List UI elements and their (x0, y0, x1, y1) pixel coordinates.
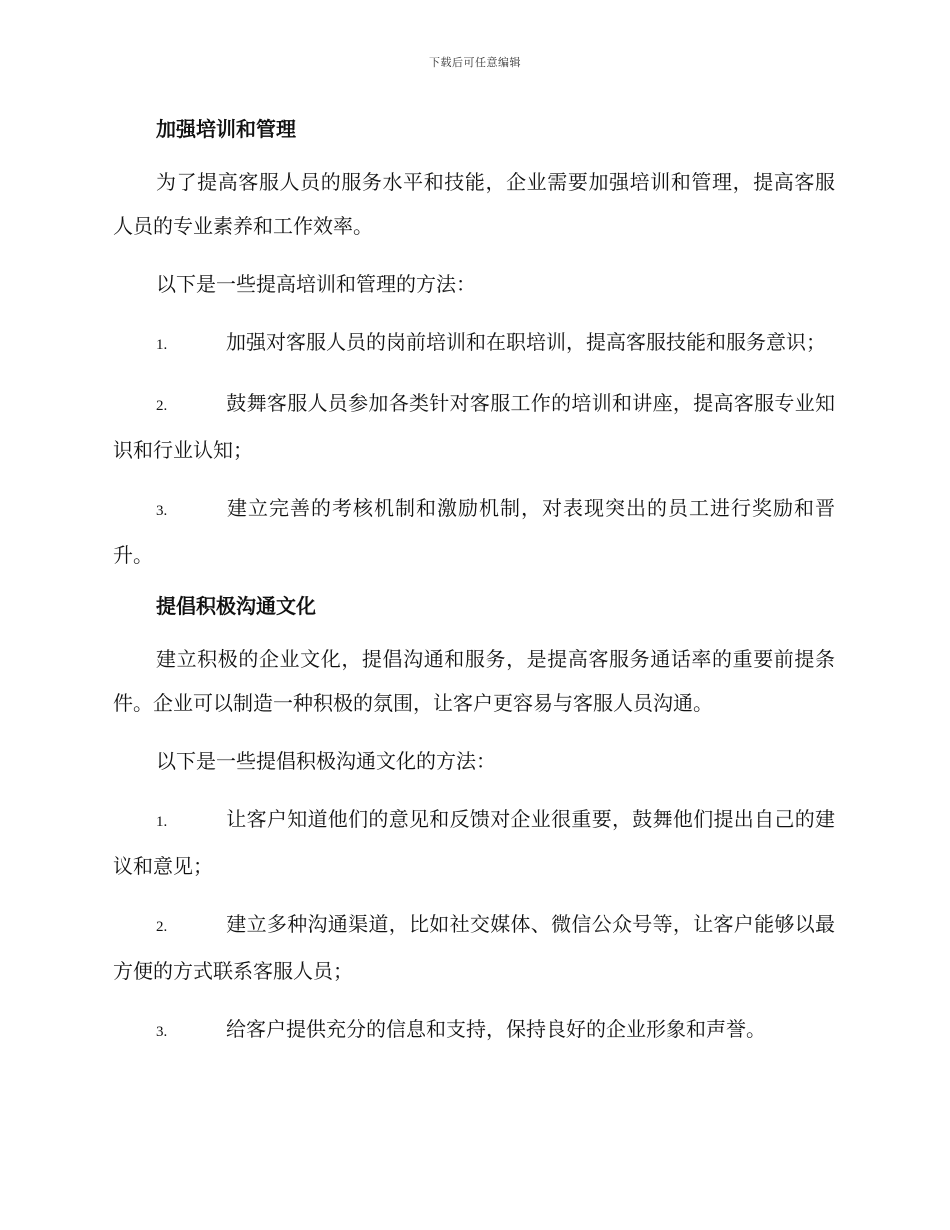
section-heading-communication: 提倡积极沟通文化 (156, 594, 316, 618)
list-item-text: 给客户提供充分的信息和支持，保持良好的企业形象和声誉。 (226, 1017, 766, 1041)
paragraph-training-intro: 为了提高客服人员的服务水平和技能，企业需要加强培训和管理，提高客服人员的专业素养和工作效率。 (113, 170, 835, 238)
list-item (113, 797, 835, 888)
section-heading-training: 加强培训和管理 (156, 117, 296, 141)
list-number: 1. (156, 337, 168, 353)
paragraph-training-lead: 以下是一些提高培训和管理的方法： (156, 272, 476, 296)
paragraph-communication-lead: 以下是一些提倡积极沟通文化的方法： (156, 749, 496, 773)
list-item (113, 486, 835, 577)
list-item-text: 让客户知道他们的意见和反馈对企业很重要，鼓舞他们提出自己的建议和意见； (113, 807, 835, 878)
header-note: 下载后可任意编辑 (429, 56, 521, 69)
list-number: 3. (156, 1024, 168, 1040)
paragraph-communication-intro: 建立积极的企业文化，提倡沟通和服务，是提高客服务通话率的重要前提条件。企业可以制造一种积极的氛围，让客户更容易与客服人员沟通。 (113, 647, 835, 715)
list-item (113, 902, 835, 993)
list-item-text: 鼓舞客服人员参加各类针对客服工作的培训和讲座，提高客服专业知识和行业认知； (113, 391, 835, 462)
list-number: 2. (156, 398, 168, 414)
list-number: 2. (156, 919, 168, 935)
list-item-text: 建立多种沟通渠道，比如社交媒体、微信公众号等，让客户能够以最方便的方式联系客服人员； (113, 912, 835, 983)
list-item (113, 1007, 835, 1054)
list-item-text: 建立完善的考核机制和激励机制，对表现突出的员工进行奖励和晋升。 (113, 496, 835, 567)
list-number: 3. (156, 503, 168, 519)
list-item-text: 加强对客服人员的岗前培训和在职培训，提高客服技能和服务意识； (226, 330, 826, 354)
list-item (113, 381, 835, 472)
list-item (113, 320, 835, 367)
document-body (113, 112, 835, 1054)
list-number: 1. (156, 814, 168, 830)
